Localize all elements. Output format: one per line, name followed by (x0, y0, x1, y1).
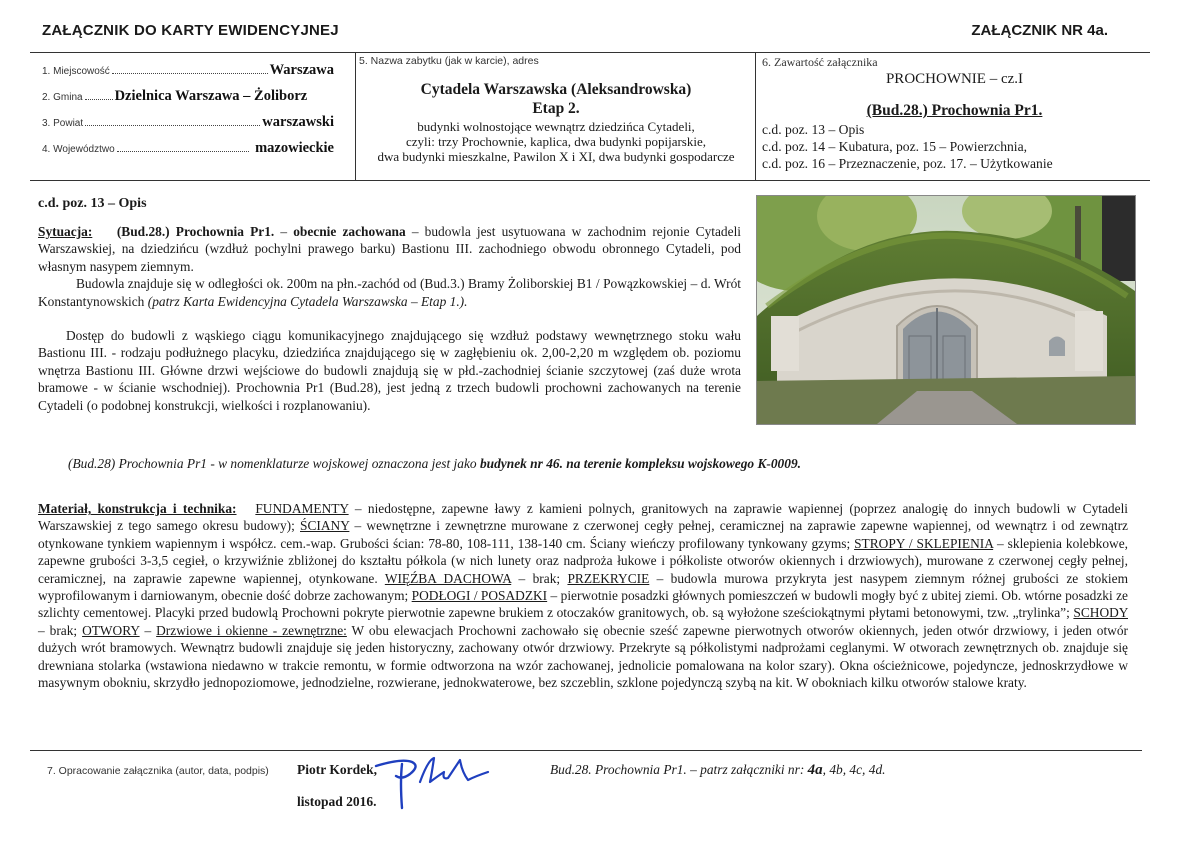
reference-others: , 4b, 4c, 4d. (822, 762, 886, 777)
openings-sublabel: Drzwiowe i okienne - zewnętrzne: (156, 622, 347, 638)
attachment-number: ZAŁĄCZNIK NR 4a. (971, 22, 1108, 39)
monument-block (359, 55, 753, 164)
note-building-number: budynek nr 46. na terenie kompleksu wojskowego K-0009. (479, 456, 801, 471)
city-value: Warszawa (269, 62, 334, 78)
city-label: 1. Miejscowość (42, 66, 110, 77)
location-row-county (42, 114, 334, 140)
monument-label: 5. Nazwa zabytku (jak w karcie), adres (359, 55, 539, 67)
contents-label: 6. Zawartość załącznika (762, 55, 878, 69)
military-note (68, 456, 801, 472)
contents-item: c.d. poz. 13 – Opis (762, 122, 865, 137)
county-label: 3. Powiat (42, 118, 84, 129)
contents-block (762, 55, 1147, 172)
location-row-commune (42, 88, 334, 114)
walls-label: ŚCIANY (300, 518, 350, 534)
contents-item: c.d. poz. 16 – Przeznaczenie, poz. 17. – Użytkowanie (762, 156, 1053, 171)
situation-paragraph-2 (38, 275, 741, 310)
commune-label: 2. Gmina (42, 92, 83, 103)
separator: – (274, 224, 294, 239)
monument-desc-2: czyli: trzy Prochownie, kaplica, dwa budynki popijarskie, (405, 134, 706, 149)
voivodeship-value: mazowieckie (255, 140, 334, 156)
material-text: – wewnętrzne i zewnętrzne murowane z czerwonej cegły pełnej, ceramicznej na zaprawie zapewne wapiennej, od wewnątrz i od zewnątrz otynkowane tynkiem wapiennym i współcz. cem.-wap. Grubości ścian: 78-80, 108-111, 138-140 cm. Ściany wieńczy profilowany tynkowany gzyms; (38, 518, 1129, 551)
floors-label: PODŁOGI / POSADZKI (411, 588, 548, 604)
material-text: W obu elewacjach Prochowni zachowało się obecnie sześć zapewne pierwotnych otworów okiennych, jeden otwór drzwiowy, i jeden otwór dużych wrót bramowych. Wewnątrz budowli znajduje się jeden historyczny, zachowany otwór drzwiowy. Przekryte są półkolistymi nadprożami ceglanymi. W otworach zewnętrznych ob. znajduje się drewniana stolarka (wstawiona niedawno w trakcie remontu, w formie odtworzona na wzór zachowanej, jednolicie pomalowana na kolor szary). Okna ościeżnicowe, pojedyncze, jednoskrzydłowe w masywnym obokniu, skrzydło jednopoziomowe, jednodzielne, rozwierane, jednokwaterowe, bez szczeblin, szklone pojedynczą szybą na kit. W obokniach kilku otworów stalowe kraty. (38, 622, 1128, 691)
reference-text: Bud.28. Prochownia Pr1. – patrz załączniki nr: (550, 762, 808, 777)
dotted-leader (85, 124, 260, 126)
roof-truss-label: WIĘŹBA DACHOWA (384, 570, 512, 586)
material-text: – brak; (511, 570, 568, 586)
monument-desc-1: budynki wolnostojące wewnątrz dziedzińca Cytadeli, (417, 119, 695, 134)
footer-label: 7. Opracowanie załącznika (autor, data, podpis) (47, 765, 269, 777)
monument-desc-3: dwa budynki mieszkalne, Pawilon X i XI, dwa budynki gospodarcze (377, 149, 735, 164)
monument-stage: Etap 2. (532, 100, 580, 117)
material-text: – budowla murowa przykryta jest nasypem ziemnym różnej grubości ze stokiem wyprofilowanym i darniowanym, obecnie dość dobrze zachowanym; (38, 570, 1128, 604)
material-text: – pierwotnie posadzki głównych pomieszczeń w budowli mogły być z ubitej ziemi. Ob. wtórne posadzki ze szlichty cementowej. Placyki przed budowlą Prochowni pokryte pierwotnie zapewne brukiem z otoczaków granitowych, ob. są wyłożone sześciokątnymi płytami betonowymi, tzw. „trylinka”; (38, 588, 1128, 621)
reference-text: (patrz Karta Ewidencyjna Cytadela Warszawska – Etap 1.). (147, 293, 468, 309)
situation-paragraph-3: Dostęp do budowli z wąskiego ciągu komunikacyjnego znajdującego się wzdłuż podstawy wewnętrznego stoku wału Bastionu III. - rodzaju podłużnego placyku, dziedzińca znajdującego się w zagłębieniu ok. 2,00-2,20 m względem ob. poziomu wnętrza Bastionu III. Główne drzwi wejściowe do budowli znajdują się w płd.-zachodniej ścianie szczytowej (zaś duże wrota bramowe - w ścianie wschodniej). Prochownia Pr1 (Bud.28), jest jedną z trzech budowli prochowni zachowanych na terenie Cytadeli (o podobnej konstrukcji, wielkości i rozplanowaniu). (38, 328, 741, 413)
material-text: – (139, 622, 157, 638)
situation-text: – budowla jest usytuowana w zachodnim rejonie Cytadeli Warszawskiej, na dziedzińcu (wzdłuż pochylni prawego barku) Bastionu III. zachodniego obwodu obronnego Cytadeli, pod własnym nasypem ziemnym. (38, 224, 742, 274)
section-heading: c.d. poz. 13 – Opis (38, 196, 147, 211)
situation-text: Budowla znajduje się w odległości ok. 200m na płn.-zachód od (Bud.3.) Bramy Żoliborskiej B1 / Powązkowskiej – d. Wrót Konstantynowskich (38, 276, 741, 309)
situation-block (38, 223, 741, 414)
material-text: – niedostępne, zapewne ławy z kamieni polnych, granitowych na zaprawie wapiennej (poprzez analogię do innych budowli w Cytadeli Warszawskiej z tego samego okresu budowy); (38, 501, 1129, 534)
contents-subtitle: (Bud.28.) Prochownia Pr1. (866, 102, 1043, 119)
header-box-top (30, 52, 1150, 53)
header-box-bottom (30, 180, 1150, 181)
location-block (42, 62, 334, 166)
material-text: – sklepienia kolebkowe, zapewne grubości 3-3,5 cegieł, o krzywiźnie zbliżonej do kształtu półkola (w nich lunety oraz nadproża łukowe i półkoliste otworów okiennych i drzwiowych), murowane z czerwonej cegły pełnej, ceramicznej, na zaprawie zapewne wapiennej, otynkowane. (38, 535, 1128, 586)
openings-label: OTWORY (82, 622, 140, 638)
county-value: warszawski (262, 114, 334, 130)
voivodeship-label: 4. Województwo (42, 144, 115, 155)
stairs-label: SCHODY (1073, 605, 1128, 621)
footer-divider (30, 750, 1142, 751)
monument-name: Cytadela Warszawska (Aleksandrowska) (420, 81, 692, 98)
location-row-voivodeship (42, 140, 334, 166)
header-divider-1 (355, 53, 356, 180)
building-id: (Bud.28.) Prochownia Pr1. (116, 224, 275, 239)
commune-value: Dzielnica Warszawa – Żoliborz (114, 88, 308, 104)
author-name: Piotr Kordek, (297, 762, 377, 777)
material-heading: Materiał, konstrukcja i technika: (38, 501, 237, 516)
location-row-city (42, 62, 334, 86)
situation-heading: Sytuacja: (38, 224, 93, 239)
note-text: (Bud.28) Prochownia Pr1 - w nomenklaturze wojskowej oznaczona jest jako (68, 456, 480, 471)
contents-list (762, 121, 1147, 172)
attachment-title: ZAŁĄCZNIK DO KARTY EWIDENCYJNEJ (42, 22, 339, 39)
powder-magazine-image (757, 196, 1135, 424)
dotted-leader (117, 150, 249, 152)
dotted-leader (112, 72, 268, 74)
contents-title: PROCHOWNIE – cz.I (885, 71, 1024, 87)
roofing-label: PRZEKRYCIE (567, 570, 650, 586)
foundations-label: FUNDAMENTY (255, 501, 349, 516)
building-photo (756, 195, 1136, 425)
contents-item: c.d. poz. 14 – Kubatura, poz. 15 – Powierzchnia, (762, 139, 1028, 154)
dotted-leader (85, 98, 113, 100)
reference-current: 4a (807, 762, 823, 778)
material-block (38, 500, 1128, 691)
ceilings-label: STROPY / SKLEPIENIA (854, 535, 994, 551)
author-date: listopad 2016. (297, 794, 377, 809)
situation-paragraph-1 (38, 223, 741, 275)
signature-icon (372, 752, 492, 812)
material-text: – brak; (38, 622, 83, 638)
attachment-references (550, 762, 886, 779)
status-text: obecnie zachowana (293, 224, 406, 239)
header-divider-2 (755, 53, 756, 180)
